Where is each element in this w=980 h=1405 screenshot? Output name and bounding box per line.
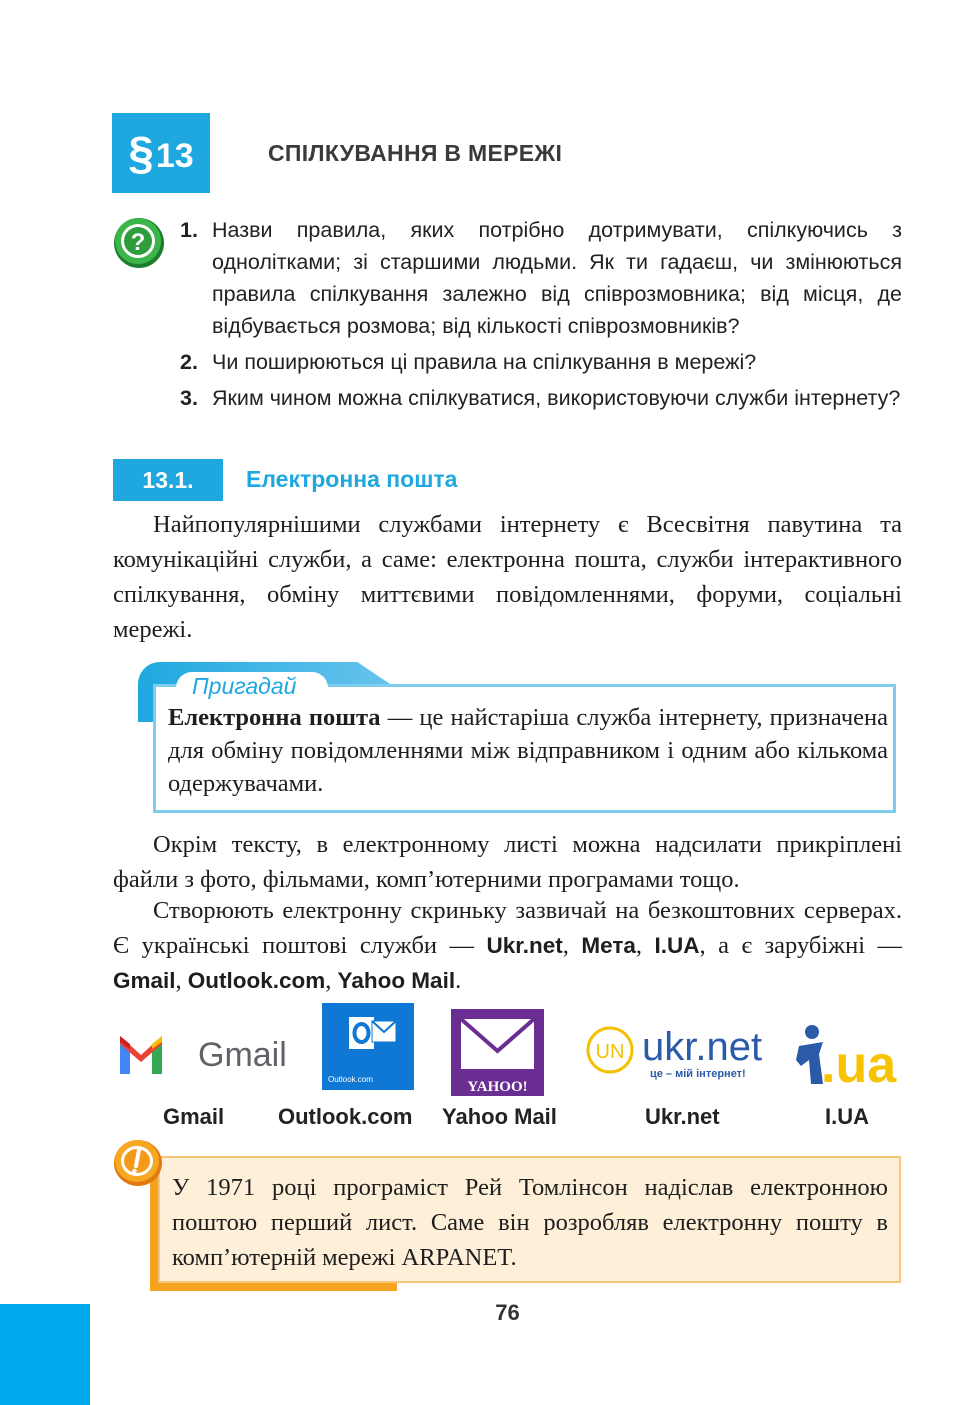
service-outlook: Outlook.com (187, 968, 326, 993)
chapter-title: СПІЛКУВАННЯ В МЕРЕЖІ (268, 140, 563, 166)
caption-gmail: Gmail (163, 1104, 225, 1129)
paragraph-symbol: § (128, 127, 154, 179)
ukrnet-logo (584, 1020, 780, 1082)
question-number: 2. (180, 350, 198, 374)
svg-text:UN: UN (595, 1041, 625, 1063)
outlook-small-text: Outlook.com (328, 1075, 373, 1084)
question-text: Чи поширюються ці правила на спілкування в мережі? (212, 350, 757, 374)
remember-term: Електронна пошта (168, 704, 381, 731)
question-icon (113, 215, 165, 269)
caption-iua: I.UA (825, 1104, 869, 1129)
section-title: Електронна пошта (246, 466, 458, 492)
period: . (455, 967, 462, 994)
gmail-logo (114, 1022, 306, 1084)
service-ukrnet: Ukr.net (486, 933, 563, 958)
remember-definition (168, 701, 888, 800)
gmail-wordmark: Gmail (198, 1036, 287, 1074)
question-item-2 (180, 346, 902, 378)
paragraph-number: 13 (155, 136, 194, 175)
remember-label: Пригадай (192, 673, 297, 699)
separator: , (635, 932, 655, 959)
question-text: Назви правила, яких потрібно дотримувати, спілкуючись з однолітками; зі старшими людьми. Як ти гадаєш, чи змінюються правила спілкування залежно від співрозмовника; від місця, де відбувається розмова; від кількості співрозмовників? (212, 218, 902, 338)
section-number-badge: 13.1. (113, 459, 223, 501)
page-number: 76 (495, 1300, 520, 1325)
question-item-3 (180, 382, 902, 414)
yahoo-wordmark: YAHOO! (467, 1079, 528, 1095)
question-number: 3. (180, 386, 198, 410)
outlook-logo (322, 1003, 414, 1090)
service-gmail: Gmail (113, 968, 176, 993)
question-text: Яким чином можна спілкуватися, використовуючи служби інтернету? (212, 386, 901, 410)
yahoo-mail-logo (451, 1009, 544, 1096)
attachments-paragraph: Окрім тексту, в електронному листі можна надсилати прикріплені файли з фото, фільмами, комп’ютерними програмами тощо. (113, 831, 902, 893)
servers-text-2: , а є зарубіжні — (699, 932, 903, 959)
exclamation-icon (112, 1136, 166, 1188)
service-iua: I.UA (654, 933, 700, 958)
iua-wordmark: .ua (821, 1036, 897, 1088)
separator: , (325, 967, 338, 994)
question-item-1 (180, 214, 902, 342)
page-corner-tab (0, 1304, 90, 1405)
question-number: 1. (180, 218, 198, 242)
ukrnet-tagline: це – мій інтернет! (650, 1068, 746, 1080)
caption-yahoo-mail: Yahoo Mail (442, 1104, 557, 1129)
paragraph-badge (112, 113, 210, 193)
ukrnet-wordmark: ukr.net (642, 1025, 763, 1069)
service-yahoo: Yahoo Mail (337, 968, 456, 993)
remember-definition-text: — це найстаріша служба інтернету, призначена для обміну повідомленнями між відправником і одним або кількома одержувачами. (168, 704, 888, 797)
separator: , (562, 932, 582, 959)
fact-text: У 1971 році програміст Рей Томлінсон надіслав електронною поштою перший лист. Саме він розробляв електронну пошту в комп’ютерній мережі ARPANET. (172, 1174, 888, 1271)
separator: , (175, 967, 188, 994)
service-meta: Мета (581, 933, 636, 958)
caption-outlook: Outlook.com (278, 1104, 413, 1129)
servers-text-1: Створюють електронну скриньку зазвичай на безкоштовних серверах. Є українські поштові служби — (113, 897, 902, 959)
iua-logo (793, 1020, 903, 1088)
intro-paragraph: Найпопулярнішими службами інтернету є Всесвітня павутина та комунікаційні служби, а саме: електронна пошта, служби інтерактивного спілкування, обміну миттєвими повідомленнями, форуми, соціальні мережі. (113, 511, 902, 643)
caption-ukrnet: Ukr.net (645, 1104, 720, 1129)
servers-paragraph (113, 893, 902, 998)
svg-text:?: ? (130, 229, 146, 256)
